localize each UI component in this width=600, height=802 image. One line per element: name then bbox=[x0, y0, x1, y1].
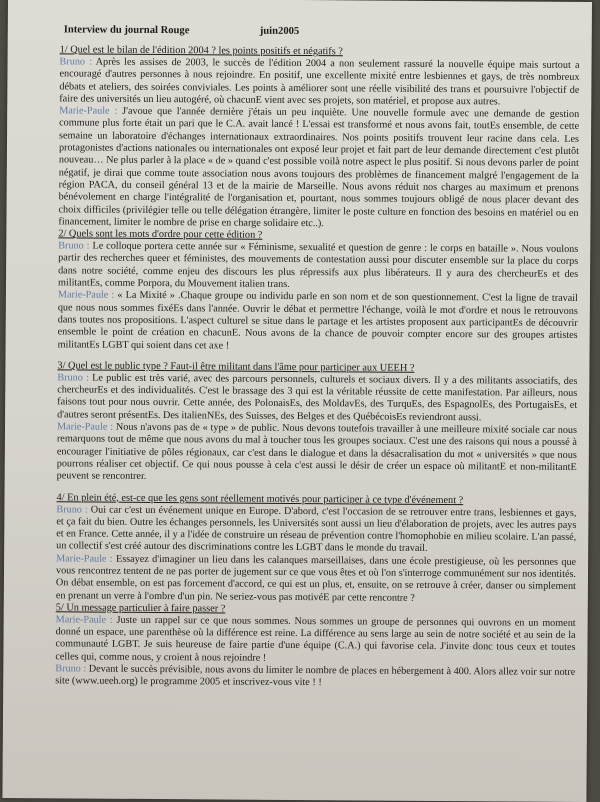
answer-text: Le colloque portera cette année sur « Féminisme, sexualité et question de genre : le corps en bataille ». Nous voulons partir des recherches queer et féministes, des mouvements de contestation aussi pour discuter ensemble sur la place du corps dans notre société, comme enjeu des discours les plus répressifs aux plus libérateurs. Il y aura des chercheurEs et des militantEs, comme Porpora, du Mouvement italien trans. bbox=[57, 240, 579, 290]
answer-text: Après les assises de 2003, le succès de l'édition 2004 a non seulement rassuré la nouvelle équipe mais surtout a encouragé d'autres personnes à nous rejoindre. En positif, une excellente mixité entre lesbiennes et gays, de très nombreux débats et ateliers, des soirées conviviales. Les points à améliorer sont une réelle visibilité des trans et poursuivre l'objectif de faire des universités un lieu autogéré, où chacunE vient avec ses projets, son matériel, et propose aux autres. bbox=[59, 56, 580, 108]
answer-paragraph: Bruno : Oui car c'est un événement unique en Europe. D'abord, c'est l'occasion de se retrouver entre trans, lesbiennes et gays, et ça fait du bien. Outre les échanges personnels, les Universités sont aussi un lieu d'élaboration de projets, avec les autres pays et en France. Cette année, il y a l'idée de construire un réseau de prévention contre l'homophobie en milieu scolaire. L'an passé, un collectif s'est créé autour des discriminations contre les LGBT dans le monde du travail. bbox=[56, 503, 577, 555]
document-content bbox=[55, 24, 580, 691]
answer-paragraph: Marie-Paule : Nous n'avons pas de « type » de public. Nous devons toutefois travailler à une meilleure mixité sociale car nous remarquons tout de même que nous avons du mal à toucher tous les groupes sociaux. C'est une des raisons qui nous a poussé à encourager l'initiative de pôles régionaux, car c'est dans le dialogue et dans la désacralisation du mot « universités » que nous pourrons réaliser cet objectif. Ce qui nous pousse à cela c'est aussi le désir de créer un espace où militantE et non-militantE peuvent se rencontrer. bbox=[56, 421, 578, 483]
answer-text: Oui car c'est un événement unique en Europe. D'abord, c'est l'occasion de se retrouver entre trans, lesbiennes et gays, et ça fait du bien. Outre les échanges personnels, les Universités sont aussi un lieu d'élaboration de projets, avec les autres pays et en France. Cette année, il y a l'idée de construire un réseau de prévention contre l'homophobie en milieu scolaire. L'an passé, un collectif s'est créé autour des discriminations contre les LGBT dans le monde du travail. bbox=[56, 504, 577, 555]
section-2 bbox=[58, 228, 579, 354]
question-heading: 1/ Quel est le bilan de l'édition 2004 ? les points positifs et négatifs ? bbox=[59, 44, 343, 58]
answer-text: Nous n'avons pas de « type » de public. Nous devons toutefois travailler à une meilleure mixité sociale car nous remarquons tout de même que nous avons du mal à toucher tous les groupes sociaux. C'est une des raisons qui nous a poussé à encourager l'initiative de pôles régionaux, car c'est dans le dialogue et dans la désacralisation du mot « universités » que nous pourrons réaliser cet objectif. Ce qui nous pousse à cela c'est aussi le désir de créer un espace où militantE et non-militantE peuvent se rencontrer. bbox=[56, 421, 578, 483]
answer-paragraph: Bruno : Le colloque portera cette année sur « Féminisme, sexualité et question de genre : le corps en bataille ». Nous voulons partir des recherches queer et féministes, des mouvements de contestation aussi pour discuter ensemble sur la place du corps dans notre société, comme enjeu des discours les plus répressifs aux plus libérateurs. Il y aura des chercheurEs et des militantEs, comme Porpora, du Mouvement italien trans. bbox=[57, 240, 579, 290]
answer-paragraph: Marie-Paule : Essayez d'imaginer un lieu dans les calanques marseillaises, dans une école prestigieuse, où les personnes que vous rencontrez tentent de ne pas porter de jugement sur ce que vous êtes et où l'on s'interroge communément sur nos identités. On débat ensemble, on est pas forcement d'accord, ce qui est un plus, et, ensuite, on se retrouve à créer, danser ou simplement en prenant un verre à l'ombre d'un pin. Ne seriez-vous pas motivéE par cette rencontre ? bbox=[55, 552, 577, 604]
answer-text: Essayez d'imaginer un lieu dans les calanques marseillaises, dans une école prestigieuse, où les personnes que vous rencontrez tentent de ne pas porter de jugement sur ce que vous êtes et où l'on s'interroge communément sur nos identités. On débat ensemble, on est pas forcement d'accord, ce qui est un plus, et, ensuite, on se retrouve à créer, danser ou simplement en prenant un verre à l'ombre d'un pin. Ne seriez-vous pas motivéE par cette rencontre ? bbox=[55, 553, 577, 604]
answer-paragraph: Bruno : Le public est très varié, avec des parcours personnels, culturels et sociaux divers. Il y a des militants associatifs, des chercheurEs et des individualités. C'est le brassage des 3 qui est la véritable réussite de cette manifestation. Par ailleurs, nous faisons tout pour nous ouvrir. Cette année, des PolonaisEs, des MoldavEs, des TurquEs, des EspagnolEs, des PortugaisEs, et d'autres seront présentEs. Des italienNEs, des Suisses, des Belges et des QuébécoisEs reviendront aussi. bbox=[57, 372, 578, 423]
document-page bbox=[2, 0, 592, 802]
section-4 bbox=[56, 492, 577, 606]
speaker-name: Marie-Paule bbox=[56, 552, 107, 565]
answer-paragraph: Marie-Paule : J'avoue que l'année dernière j'étais un peu inquiète. Une nouvelle formule avec une demande de gestion commune plus forte était un pari que le C.A. avait lancé ! L'essai est transformé et nous avons fait, toutEs ensemble, de cette semaine un laboratoire d'échanges internationaux extraordinaires. Nos points positifs trouvent leur racine dans cela. Les protagonistes d'actions nationales ou internationales ont exposé leur projet et fait part de leur demande directement c'est plutôt nouveau… Ne plus parler à la place « de » quand c'est possible voilà notre aspect le plus positif. Si nous devons parler de point négatif, je dirai que comme toute association nous avons toujours des problèmes de financement malgré l'engagement de la région PACA, du conseil général 13 et de la mairie de Marseille. Nous avons réduit nos charges au maximum et prenons bénévolement en charge l'intégralité de l'organisation et, pourtant, nous sommes toujours obligé de nous placer devant des choix difficiles (privilégier telle ou telle délégation étrangère, limiter le poste culture en fonction des besoins en matériel ou en financement, limiter le nombre de prise en charge solidaire etc..). bbox=[58, 105, 580, 230]
speaker-name: Marie-Paule bbox=[57, 289, 109, 302]
question-heading: 4/ En plein été, est-ce que les gens sont réellement motivés pour participer à ce type d'événement ? bbox=[56, 491, 464, 506]
question-heading: 5/ Un message particulier à faire passer ? bbox=[55, 602, 226, 615]
speaker-name: Bruno bbox=[57, 372, 83, 384]
speaker-name: Bruno bbox=[58, 240, 84, 252]
speaker-name: Bruno bbox=[59, 56, 86, 68]
answer-text: Le public est très varié, avec des parcours personnels, culturels et sociaux divers. Il y a des militants associatifs, des chercheurEs et des individualités. C'est le brassage des 3 qui est la véritable réussite de cette manifestation. Par ailleurs, nous faisons tout pour nous ouvrir. Cette année, des PolonaisEs, des MoldavEs, des TurquEs, des EspagnolEs, des PortugaisEs, et d'autres seront présentEs. Des italienNEs, des Suisses, des Belges et des QuébécoisEs reviendront aussi. bbox=[57, 372, 578, 423]
publication-title: Interview du journal Rouge bbox=[63, 24, 190, 37]
section-3 bbox=[57, 360, 578, 486]
answer-text: « La Mixité » .Chaque groupe ou individu parle en son nom et de son questionnement. C'est la ligne de travail que nous nous sommes fixéEs dans l'année. Ouvrir le débat et permettre l'échange, voilà le mot d'ordre et nous le retrouvons dans toutes nos propositions. L'aspect culturel se situe dans le partage et les artistes proposent aux participantEs de découvrir ensemble le point de création en chacunE. Nous avons de la chance de pouvoir compter encore sur des groupes artistes militantEs LGBT qui soient dans cet axe ! bbox=[57, 290, 578, 352]
answer-paragraph: Marie-Paule : Juste un rappel sur ce que nous sommes. Nous sommes un groupe de personnes qui ouvrons en un moment donné un espace, une parenthèse où la différence est reine. La différence au sens large au sein de notre société et au sein de la communauté LGBT. Je suis heureuse de faire partie d'une équipe (C.A.) qui favorise cela. J'invite donc tous ceux et toutes celles qui, comme nous, y croient à nous rejoindre ! bbox=[55, 614, 576, 664]
speaker-name: Marie-Paule bbox=[55, 614, 107, 626]
publication-date: juin2005 bbox=[259, 25, 300, 37]
answer-paragraph: Bruno : Après les assises de 2003, le succès de l'édition 2004 a non seulement rassuré la nouvelle équipe mais surtout a encouragé d'autres personnes à nous rejoindre. En positif, une excellente mixité entre lesbiennes et gays, de très nombreux débats et ateliers, des soirées conviviales. Les points à améliorer sont une réelle visibilité des trans et poursuivre l'objectif de faire des universités un lieu autogéré, où chacunE vient avec ses projets, son matériel, et propose aux autres. bbox=[59, 56, 580, 108]
question-heading: 3/ Quel est le public type ? Faut-il être militant dans l'âme pour participer aux UEEH ? bbox=[57, 360, 415, 374]
speaker-name: Marie-Paule bbox=[59, 105, 110, 117]
answer-paragraph: Bruno : Devant le succès prévisible, nous avons du limiter le nombre de places en hébergement à 400. Alors allez voir sur notre site (www.ueeh.org) le programme 2005 et inscrivez-vous vite ! ! bbox=[55, 663, 576, 689]
document-header bbox=[60, 24, 580, 48]
section-5 bbox=[55, 602, 576, 691]
answer-text: J'avoue que l'année dernière j'étais un peu inquiète. Une nouvelle formule avec une demande de gestion commune plus forte était un pari que le C.A. avait lancé ! L'essai est transformé et nous avons fait, toutEs ensemble, de cette semaine un laboratoire d'échanges internationaux extraordinaires. Nos points positifs trouvent leur racine dans cela. Les protagonistes d'actions nationales ou internationales ont exposé leur projet et fait part de leur demande directement c'est plutôt nouveau… Ne plus parler à la place « de » quand c'est possible voilà notre aspect le plus positif. Si nous devons parler de point négatif, je dirai que comme toute association nous avons toujours des problèmes de financement malgré l'engagement de la région PACA, du conseil général 13 et de la mairie de Marseille. Nous avons réduit nos charges au maximum et prenons bénévolement en charge l'intégralité de l'organisation et, pourtant, nous sommes toujours obligé de nous placer devant des choix difficiles (privilégier telle ou telle délégation étrangère, limiter le poste culture en fonction des besoins en matériel ou en financement, limiter le nombre de prise en charge solidaire etc..). bbox=[58, 105, 580, 230]
speaker-name: Bruno bbox=[56, 503, 82, 515]
speaker-name: Bruno bbox=[55, 663, 81, 675]
answer-text: Devant le succès prévisible, nous avons du limiter le nombre de places en hébergement à 400. Alors allez voir sur notre site (www.ueeh.org) le programme 2005 et inscrivez-vous vite ! ! bbox=[55, 663, 576, 689]
section-1 bbox=[58, 44, 579, 232]
answer-paragraph: Marie-Paule : « La Mixité » .Chaque groupe ou individu parle en son nom et de son questionnement. C'est la ligne de travail que nous nous sommes fixéEs dans l'année. Ouvrir le débat et permettre l'échange, voilà le mot d'ordre et nous le retrouvons dans toutes nos propositions. L'aspect culturel se situe dans le partage et les artistes proposent aux participantEs de découvrir ensemble le point de création en chacunE. Nous avons de la chance de pouvoir compter encore sur des groupes artistes militantEs LGBT qui soient dans cet axe ! bbox=[57, 289, 578, 352]
question-heading: 2/ Quels sont les mots d'ordre pour cette édition ? bbox=[58, 228, 263, 241]
speaker-name: Marie-Paule bbox=[56, 421, 108, 433]
answer-text: Juste un rappel sur ce que nous sommes. Nous sommes un groupe de personnes qui ouvrons en un moment donné un espace, une parenthèse où la différence est reine. La différence au sens large au sein de notre société et au sein de la communauté LGBT. Je suis heureuse de faire partie d'une équipe (C.A.) qui favorise cela. J'invite donc tous ceux et toutes celles qui, comme nous, y croient à nous rejoindre ! bbox=[55, 614, 576, 664]
